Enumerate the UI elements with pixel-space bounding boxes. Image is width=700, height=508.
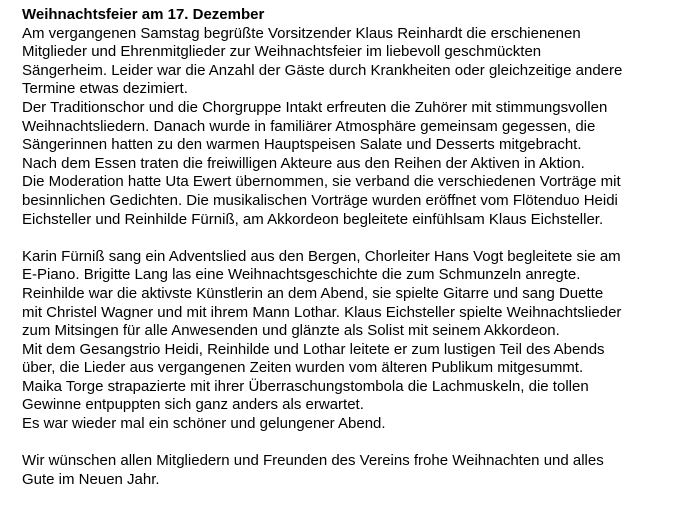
text-line: über, die Lieder aus vergangenen Zeiten wurden vom älteren Publikum mitgesummt.	[22, 359, 584, 377]
text-line: Es war wieder mal ein schöner und gelungener Abend.	[22, 415, 386, 433]
text-line: E-Piano. Brigitte Lang las eine Weihnachtsgeschichte die zum Schmunzeln anregte.	[22, 266, 581, 284]
paragraph-gap	[22, 229, 694, 248]
document-title: Weihnachtsfeier am 17. Dezember	[22, 6, 265, 23]
text-line: Eichsteller und Reinhilde Fürniß, am Akkordeon begleitete einfühlsam Klaus Eichsteller.	[22, 210, 604, 228]
text-line: Die Moderation hatte Uta Ewert übernommen, sie verband die verschiedenen Vorträge mit	[22, 173, 621, 191]
text-line: Maika Torge strapazierte mit ihrer Überraschungstombola die Lachmuskeln, die tollen	[22, 377, 589, 395]
text-line: besinnlichen Gedichten. Die musikalischen Vorträge wurden eröffnet vom Flötenduo Heidi	[22, 191, 618, 209]
text-line: Gewinne entpuppten sich ganz anders als erwartet.	[22, 396, 364, 414]
text-line: Sängerheim. Leider war die Anzahl der Gäste durch Krankheiten oder gleichzeitige andere	[22, 61, 623, 79]
text-line: Der Traditionschor und die Chorgruppe Intakt erfreuten die Zuhörer mit stimmungsvollen	[22, 98, 608, 116]
paragraph-2	[22, 248, 694, 434]
text-line: Reinhilde war die aktivste Künstlerin an dem Abend, sie spielte Gitarre und sang Duette	[22, 284, 604, 302]
text-line: Sängerinnen hatten zu den warmen Hauptspeisen Salate und Desserts mitgebracht.	[22, 136, 582, 154]
text-line: Termine etwas dezimiert.	[22, 80, 188, 98]
paragraph-1	[22, 25, 694, 230]
text-line: Karin Fürniß sang ein Adventslied aus den Bergen, Chorleiter Hans Vogt begleitete sie am	[22, 247, 621, 265]
paragraph-3	[22, 452, 694, 489]
text-line: zum Mitsingen für alle Anwesenden und glänzte als Solist mit seinem Akkordeon.	[22, 322, 560, 340]
paragraph-gap	[22, 434, 694, 453]
text-line: Nach dem Essen traten die freiwilligen Akteure aus den Reihen der Aktiven in Aktion.	[22, 154, 585, 172]
text-line: Gute im Neuen Jahr.	[22, 470, 160, 488]
text-line: Mit dem Gesangstrio Heidi, Reinhilde und Lothar leitete er zum lustigen Teil des Abends	[22, 340, 605, 358]
text-line: Weihnachtsliedern. Danach wurde in familiärer Atmosphäre gemeinsam gegessen, die	[22, 117, 596, 135]
text-line: Wir wünschen allen Mitgliedern und Freunden des Vereins frohe Weihnachten und alles	[22, 452, 604, 470]
text-line: Am vergangenen Samstag begrüßte Vorsitzender Klaus Reinhardt die erschienenen	[22, 24, 581, 42]
text-line: Mitglieder und Ehrenmitglieder zur Weihnachtsfeier im liebevoll geschmückten	[22, 43, 542, 61]
text-line: mit Christel Wagner und mit ihrem Mann Lothar. Klaus Eichsteller spielte Weihnachtslieder	[22, 303, 622, 321]
document	[22, 6, 694, 489]
